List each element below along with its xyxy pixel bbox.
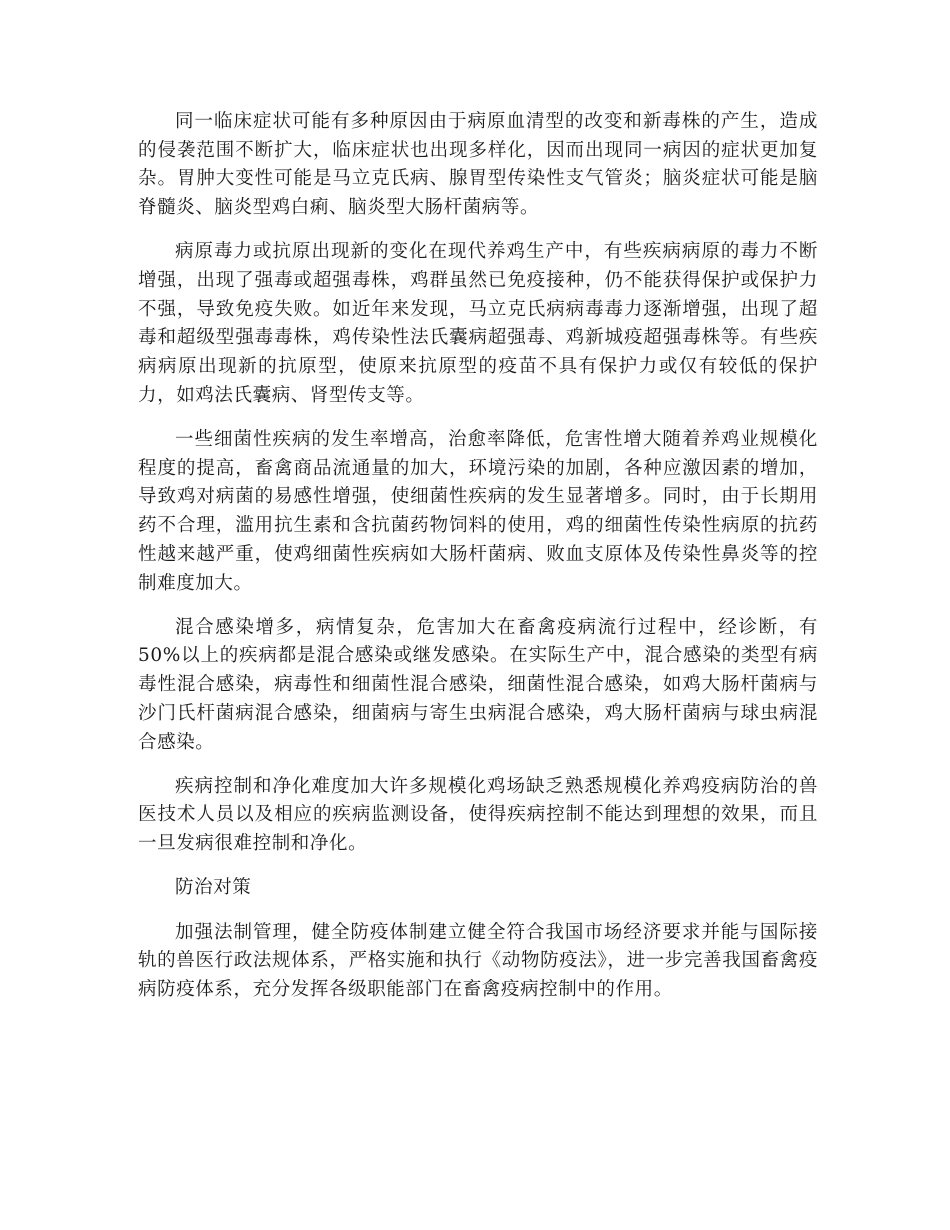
paragraph-symptoms: 同一临床症状可能有多种原因由于病原血清型的改变和新毒株的产生，造成的侵袭范围不断扩大，临床症状也出现多样化，因而出现同一病因的症状更加复杂。胃肿大变性可能是马立克氏病、腺胃型传染性支气管炎；脑炎症状可能是脑脊髓炎、脑炎型鸡白痢、脑炎型大肠杆菌病等。 [138, 111, 818, 219]
document-body [138, 108, 818, 1020]
paragraph-pathogen-virulence: 病原毒力或抗原出现新的变化在现代养鸡生产中，有些疾病病原的毒力不断增强，出现了强毒或超强毒株，鸡群虽然已免疫接种，仍不能获得保护或保护力不强，导致免疫失败。如近年来发现，马立克氏病病毒毒力逐渐增强，出现了超毒和超级型强毒毒株，鸡传染性法氏囊病超强毒、鸡新城疫超强毒株等。有些疾病病原出现新的抗原型，使原来抗原型的疫苗不具有保护力或仅有较低的保护力，如鸡法氏囊病、肾型传支等。 [138, 241, 818, 406]
paragraph-mixed-infection: 混合感染增多，病情复杂，危害加大在畜禽疫病流行过程中，经诊断，有 50%以上的疾病都是混合感染或继发感染。在实际生产中，混合感染的类型有病毒性混合感染，病毒性和细菌性混合感染，细菌性混合感染，如鸡大肠杆菌病与沙门氏杆菌病混合感染，细菌病与寄生虫病混合感染，鸡大肠杆菌病与球虫病混合感染。 [138, 616, 818, 753]
paragraph-control-difficulty: 疾病控制和净化难度加大许多规模化鸡场缺乏熟悉规模化养鸡疫病防治的兽医技术人员以及相应的疾病监测设备，使得疾病控制不能达到理想的效果，而且一旦发病很难控制和净化。 [138, 775, 818, 855]
section-heading: 防治对策 [175, 877, 252, 899]
paragraph-bacterial-disease: 一些细菌性疾病的发生率增高，治愈率降低，危害性增大随着养鸡业规模化程度的提高，畜禽商品流通量的加大，环境污染的加剧，各种应激因素的增加，导致鸡对病菌的易感性增强，使细菌性疾病的发生显著增多。同时，由于长期用药不合理，滥用抗生素和含抗菌药物饲料的使用，鸡的细菌性传染性病原的抗药性越来越严重，使鸡细菌性疾病如大肠杆菌病、败血支原体及传染性鼻炎等的控制难度加大。 [138, 429, 818, 594]
paragraph-legal-management: 加强法制管理，健全防疫体制建立健全符合我国市场经济要求并能与国际接轨的兽医行政法规体系，严格实施和执行《动物防疫法》，进一步完善我国畜禽疫病防疫体系，充分发挥各级职能部门在畜禽疫病控制中的作用。 [138, 921, 818, 1000]
